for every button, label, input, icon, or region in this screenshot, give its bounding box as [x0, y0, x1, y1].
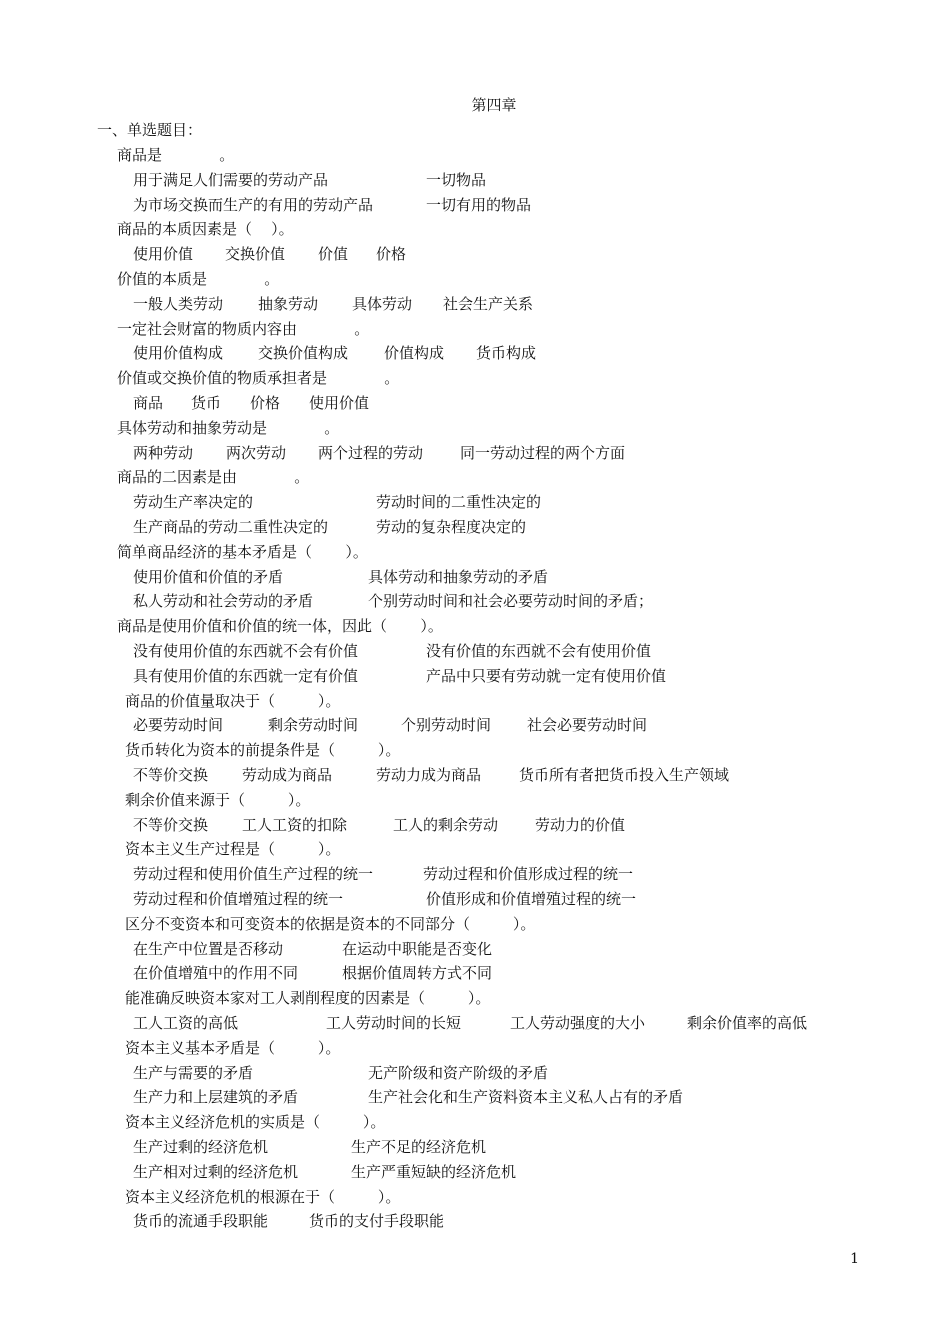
question-stem: 商品是 。 — [117, 146, 235, 164]
answer-option: 剩余劳动时间 — [268, 716, 359, 735]
answer-option: 同一劳动过程的两个方面 — [460, 443, 626, 462]
answer-option: 劳动过程和价值形成过程的统一 — [423, 865, 634, 884]
page-number: 1 — [850, 1251, 859, 1267]
answer-option: 使用价值 — [309, 394, 370, 412]
answer-option: 生产不足的经济危机 — [351, 1138, 487, 1156]
question-stem: 剩余价值来源于（ ）。 — [125, 790, 311, 809]
answer-option: 不等价交换 — [133, 815, 209, 834]
answer-option: 一切有用的物品 — [426, 195, 532, 214]
question-stem: 资本主义生产过程是（ ）。 — [125, 840, 341, 859]
answer-option: 生产商品的劳动二重性决定的 — [133, 518, 329, 536]
answer-option: 劳动的复杂程度决定的 — [376, 518, 527, 536]
question-stem: 商品是使用价值和价值的统一体，因此（ ）。 — [117, 617, 443, 636]
answer-option: 个别劳动时间和社会必要劳动时间的矛盾； — [368, 592, 654, 611]
question-stem: 能准确反映资本家对工人剥削程度的因素是（ ）。 — [125, 989, 491, 1008]
answer-option: 生产与需要的矛盾 — [133, 1063, 254, 1082]
answer-option: 私人劳动和社会劳动的矛盾 — [133, 592, 314, 611]
question-stem: 资本主义经济危机的根源在于（ ）。 — [125, 1187, 401, 1206]
answer-option: 价值 — [318, 245, 349, 264]
answer-option: 不等价交换 — [133, 766, 209, 784]
answer-option: 一切物品 — [426, 170, 487, 189]
answer-option: 社会生产关系 — [443, 294, 534, 313]
answer-option: 具有使用价值的东西就一定有价值 — [133, 666, 359, 685]
answer-option: 无产阶级和资产阶级的矛盾 — [368, 1063, 549, 1082]
answer-option: 具体劳动 — [352, 294, 413, 313]
answer-option: 生产过剩的经济危机 — [133, 1138, 269, 1156]
answer-option: 劳动时间的二重性决定的 — [376, 493, 542, 512]
question-stem: 价值的本质是 。 — [117, 270, 280, 288]
question-stem: 资本主义基本矛盾是（ ）。 — [125, 1038, 341, 1057]
answer-option: 使用价值和价值的矛盾 — [133, 567, 284, 586]
answer-option: 交换价值 — [225, 245, 286, 264]
answer-option: 生产力和上层建筑的矛盾 — [133, 1088, 299, 1107]
question-stem: 具体劳动和抽象劳动是 。 — [117, 418, 340, 437]
answer-option: 劳动过程和价值增殖过程的统一 — [133, 890, 344, 908]
answer-option: 货币的支付手段职能 — [309, 1212, 445, 1231]
answer-option: 价格 — [376, 245, 407, 264]
answer-option: 在价值增殖中的作用不同 — [133, 964, 299, 983]
answer-option: 使用价值 — [133, 245, 194, 264]
answer-option: 价值形成和价值增殖过程的统一 — [426, 890, 637, 908]
answer-option: 产品中只要有劳动就一定有使用价值 — [426, 666, 667, 685]
answer-option: 在运动中职能是否变化 — [342, 939, 493, 958]
section-heading: 一、单选题目： — [97, 121, 203, 139]
answer-option: 货币的流通手段职能 — [133, 1212, 269, 1231]
answer-option: 工人的剩余劳动 — [393, 815, 499, 834]
question-stem: 一定社会财富的物质内容由 。 — [117, 319, 370, 338]
answer-option: 没有价值的东西就不会有使用价值 — [426, 642, 652, 660]
answer-option: 工人劳动时间的长短 — [326, 1014, 462, 1032]
question-stem: 区分不变资本和可变资本的依据是资本的不同部分（ ）。 — [125, 914, 536, 933]
chapter-title: 第四章 — [471, 96, 517, 114]
answer-option: 劳动生产率决定的 — [133, 493, 254, 512]
question-stem: 价值或交换价值的物质承担者是 。 — [117, 369, 400, 388]
answer-option: 价值构成 — [384, 344, 445, 363]
answer-option: 商品 — [133, 394, 164, 412]
answer-option: 交换价值构成 — [258, 344, 349, 363]
answer-option: 劳动过程和使用价值生产过程的统一 — [133, 865, 374, 884]
question-stem: 货币转化为资本的前提条件是（ ）。 — [125, 741, 401, 760]
answer-option: 劳动力的价值 — [535, 815, 626, 834]
answer-option: 价格 — [250, 394, 281, 412]
answer-option: 生产严重短缺的经济危机 — [351, 1162, 517, 1181]
question-stem: 商品的本质因素是（ ）。 — [117, 220, 294, 239]
answer-option: 两种劳动 — [133, 443, 194, 462]
answer-option: 根据价值周转方式不同 — [342, 964, 493, 983]
answer-option: 劳动成为商品 — [242, 766, 333, 784]
answer-option: 工人工资的扣除 — [242, 815, 348, 834]
answer-option: 货币所有者把货币投入生产领域 — [519, 766, 730, 784]
answer-option: 社会必要劳动时间 — [527, 716, 648, 735]
answer-option: 货币 — [191, 394, 222, 412]
question-stem: 商品的二因素是由 。 — [117, 468, 310, 487]
answer-option: 个别劳动时间 — [401, 716, 492, 735]
question-stem: 商品的价值量取决于（ ）。 — [125, 691, 341, 710]
question-stem: 资本主义经济危机的实质是（ ）。 — [125, 1113, 386, 1132]
answer-option: 工人劳动强度的大小 — [510, 1014, 646, 1032]
question-stem: 简单商品经济的基本矛盾是（ ）。 — [117, 542, 368, 561]
answer-option: 工人工资的高低 — [133, 1014, 239, 1032]
answer-option: 生产社会化和生产资料资本主义私人占有的矛盾 — [368, 1088, 684, 1107]
answer-option: 必要劳动时间 — [133, 716, 224, 735]
answer-option: 生产相对过剩的经济危机 — [133, 1162, 299, 1181]
answer-option: 使用价值构成 — [133, 344, 224, 363]
answer-option: 一般人类劳动 — [133, 294, 224, 313]
answer-option: 劳动力成为商品 — [376, 766, 482, 784]
answer-option: 剩余价值率的高低 — [687, 1014, 808, 1032]
answer-option: 两次劳动 — [226, 443, 287, 462]
answer-option: 在生产中位置是否移动 — [133, 939, 284, 958]
answer-option: 用于满足人们需要的劳动产品 — [133, 170, 329, 189]
answer-option: 两个过程的劳动 — [318, 443, 424, 462]
answer-option: 为市场交换而生产的有用的劳动产品 — [133, 195, 374, 214]
answer-option: 抽象劳动 — [258, 294, 319, 313]
answer-option: 具体劳动和抽象劳动的矛盾 — [368, 567, 549, 586]
answer-option: 货币构成 — [476, 344, 537, 363]
answer-option: 没有使用价值的东西就不会有价值 — [133, 642, 359, 660]
